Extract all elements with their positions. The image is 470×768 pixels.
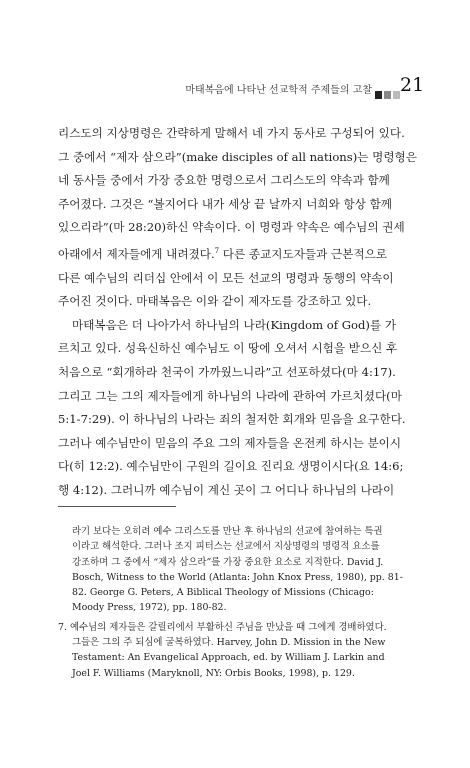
body-line: 마태복음은 더 나아가서 하나님의 나라(Kingdom of God)를 가 — [72, 317, 397, 332]
body-line: 다른 예수님의 리더십 안에서 이 모든 선교의 명령과 동행의 약속이 — [58, 270, 394, 285]
footnote-line: Moody Press, 1972), pp. 180-82. — [72, 602, 227, 614]
body-line: 있으리라”(마 28:20)하신 약속이다. 이 명령과 약속은 예수님의 권세 — [58, 220, 405, 235]
body-line-with-footnote — [58, 240, 423, 267]
running-title: 마태복음에 나타난 선교학적 주제들의 고찰 — [185, 85, 372, 96]
ornament-bar — [375, 91, 382, 99]
body-line: 그 중에서 “제자 삼으라”(make disciples of all nations)는 명령형은 — [58, 149, 417, 164]
body-line: 5:1-7:29). 이 하나님의 나라는 죄의 철저한 회개와 믿음을 요구한다. — [58, 412, 406, 427]
body-line: 르치고 있다. 성육신하신 예수님도 이 땅에 오셔서 시험을 받으신 후 — [58, 341, 398, 356]
footnote-divider — [58, 506, 176, 507]
footnote-line: 강조하며 그 중에서 “제자 삼으라”를 가장 중요한 요소로 지적한다. David J. — [72, 556, 384, 568]
ornament-bar — [384, 91, 391, 99]
footnote-number: 7. — [58, 621, 67, 633]
body-line: 그리고 그는 그의 제자들에게 하나님의 나라에 관하여 가르치셨다(마 — [58, 388, 402, 403]
footnote-line-text: 예수님의 제자들은 갈릴리에서 부활하신 주님을 만났을 때 그에게 경배하였다. — [70, 621, 387, 633]
footnote-line: Bosch, Witness to the World (Atlanta: John Knox Press, 1980), pp. 81- — [72, 571, 403, 583]
body-line: 리스도의 지상명령은 간략하게 말해서 네 가지 동사로 구성되어 있다. — [58, 126, 405, 140]
footnotes — [58, 524, 423, 685]
body-line: 주어진 것이다. 마태복음은 이와 같이 제자도를 강조하고 있다. — [58, 294, 372, 309]
body-line-text: 아래에서 제자들에게 내려졌다. — [58, 246, 215, 261]
body-text — [58, 122, 423, 503]
footnote-ref-7[interactable]: 7 — [214, 246, 220, 255]
page-number: 21 — [400, 74, 425, 96]
header-bars-ornament — [375, 84, 402, 103]
footnote-line: 그들은 그의 주 되심에 굴복하였다. Harvey, John D. Mission in the New — [72, 637, 386, 649]
footnote-line — [58, 620, 423, 635]
body-line: 그러나 예수님만이 믿음의 주요 그의 제자들을 온전케 하시는 분이시 — [58, 435, 402, 450]
body-line: 행 4:12). 그러니까 예수님이 계신 곳이 그 어디나 하나님의 나라이 — [58, 482, 395, 497]
body-line: 처음으로 “회개하라 천국이 가까웠느니라”고 선포하셨다(마 4:17). — [58, 364, 396, 379]
body-line-tail: 다른 종교지도자들과 근본적으로 — [219, 246, 387, 261]
ornament-bar — [393, 91, 400, 99]
footnote-line: 82. George G. Peters, A Biblical Theology of Missions (Chicago: — [72, 587, 374, 599]
footnote-7 — [58, 620, 423, 681]
footnote-line: Joel F. Williams (Maryknoll, NY: Orbis Books, 1998), p. 129. — [72, 667, 355, 679]
footnote-continued — [58, 524, 423, 616]
running-header — [0, 74, 470, 100]
footnote-line: 이라고 해석한다. 그러나 조지 피터스는 선교에서 지상명령의 명령적 요소를 — [72, 541, 380, 553]
body-line: 네 동사들 중에서 가장 중요한 명령으로서 그리스도의 약속과 함께 — [58, 173, 390, 188]
body-line: 주어졌다. 그것은 “볼지어다 내가 세상 끝 날까지 너희와 항상 함께 — [58, 196, 392, 211]
footnote-line: Testament: An Evangelical Approach, ed. by William J. Larkin and — [72, 652, 385, 664]
footnote-line: 라기 보다는 오히려 예수 그리스도를 만난 후 하나님의 선교에 참여하는 특권 — [72, 526, 383, 537]
body-line: 다(히 12:2). 예수님만이 구원의 길이요 진리요 생명이시다(요 14:6; — [58, 459, 404, 474]
